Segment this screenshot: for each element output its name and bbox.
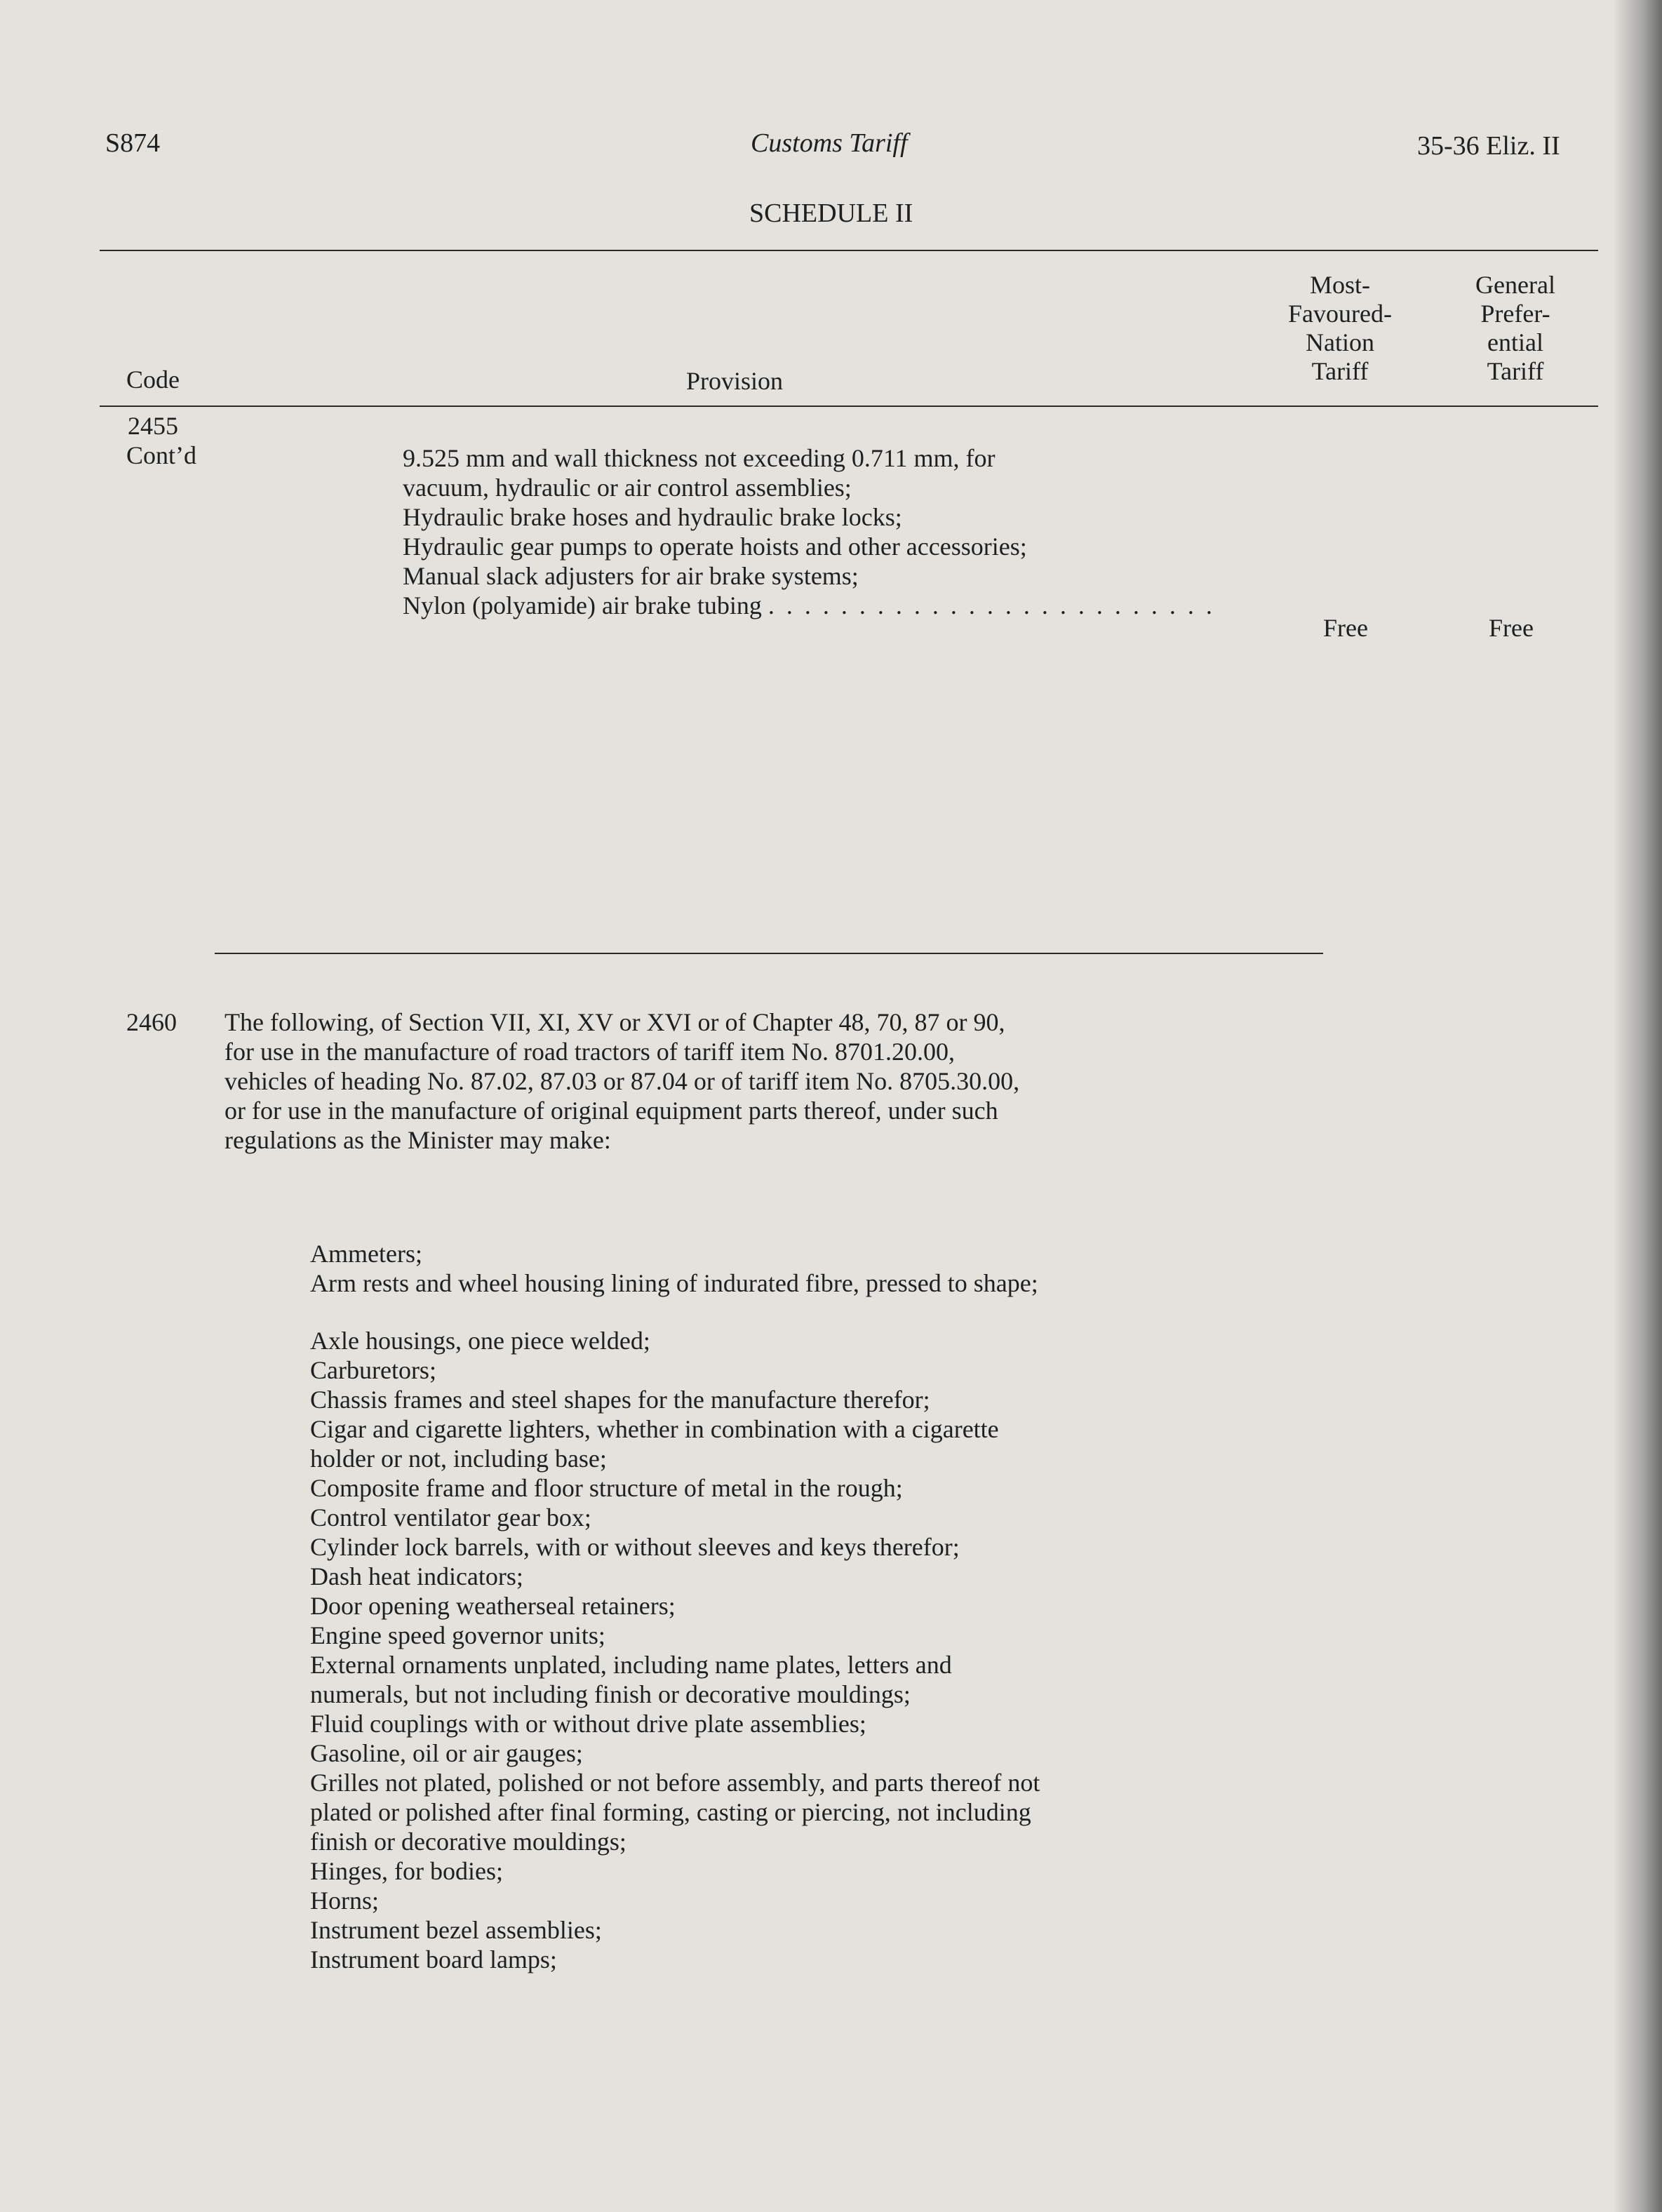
list-item: [310, 1562, 1292, 1591]
item-line: Control ventilator gear box;: [310, 1503, 591, 1531]
column-head-mfn: [1277, 271, 1403, 386]
spacer: [310, 1298, 1292, 1326]
intro-line: for use in the manufacture of road tractors of tariff item No. 8701.20.00,: [224, 1038, 956, 1066]
list-item: [310, 1768, 1292, 1856]
item-line: Arm rests and wheel housing lining of indurated fibre, pressed to shape;: [310, 1269, 1038, 1297]
item-line: Engine speed governor units;: [310, 1621, 605, 1649]
table-header-rule: [100, 405, 1598, 407]
list-item: [310, 1945, 1292, 1974]
item-line: Ammeters;: [310, 1240, 422, 1268]
list-item: [310, 1650, 1292, 1709]
item-line: Carburetors;: [310, 1356, 436, 1384]
provision-line: Hydraulic gear pumps to operate hoists and other accessories;: [403, 532, 1027, 561]
list-item: [310, 1709, 1292, 1738]
item-line: Instrument bezel assemblies;: [310, 1916, 602, 1944]
list-item: [310, 1414, 1292, 1473]
item-line: Gasoline, oil or air gauges;: [310, 1739, 583, 1767]
list-item: [310, 1326, 1292, 1355]
list-item: [310, 1915, 1292, 1945]
mfn-head-line: Favoured-: [1288, 300, 1392, 328]
tariff-code-2455: 2455: [128, 412, 178, 440]
mfn-head-line: Nation: [1306, 328, 1374, 356]
list-item: [310, 1385, 1292, 1414]
item-line: Door opening weatherseal retainers;: [310, 1592, 676, 1620]
intro-line: The following, of Section VII, XI, XV or XVI or of Chapter 48, 70, 87 or 90,: [224, 1008, 1005, 1036]
gpt-head-line: Prefer-: [1480, 300, 1550, 328]
mfn-head-line: Most-: [1309, 271, 1370, 299]
provision-2455: [403, 443, 1455, 620]
leader-dots: . . . . . . . . . . . . . . . . . . . . . . . . .: [768, 591, 1215, 619]
item-line: holder or not, including base;: [310, 1444, 607, 1473]
goods-list: [310, 1239, 1292, 1974]
item-line: numerals, but not including finish or decorative mouldings;: [310, 1680, 911, 1708]
provision-last-line: [403, 591, 1455, 620]
continued-label: Cont’d: [126, 441, 197, 469]
list-item: [310, 1503, 1292, 1532]
item-line: Horns;: [310, 1886, 379, 1915]
column-head-provision: Provision: [686, 367, 784, 395]
provision-line: vacuum, hydraulic or air control assemblies;: [403, 474, 852, 502]
tariff-code-2460: 2460: [126, 1008, 177, 1036]
item-line: plated or polished after final forming, casting or piercing, not including: [310, 1798, 1031, 1826]
item-line: Grilles not plated, polished or not before assembly, and parts thereof not: [310, 1769, 1040, 1797]
page-number: S874: [105, 128, 161, 158]
list-item: [310, 1239, 1292, 1268]
provision-line: Hydraulic brake hoses and hydraulic brake locks;: [403, 503, 902, 531]
mfn-rate-2455: Free: [1323, 614, 1368, 642]
list-item: [310, 1355, 1292, 1385]
column-head-code: Code: [126, 366, 180, 394]
item-line: Dash heat indicators;: [310, 1562, 523, 1590]
intro-line: or for use in the manufacture of original equipment parts thereof, under such: [224, 1097, 998, 1125]
mfn-head-line: Tariff: [1311, 357, 1369, 385]
provision-line: 9.525 mm and wall thickness not exceeding 0.711 mm, for: [403, 444, 996, 472]
list-item: [310, 1886, 1292, 1915]
item-line: Fluid couplings with or without drive plate assemblies;: [310, 1710, 866, 1738]
list-item: [310, 1473, 1292, 1503]
item-line: Hinges, for bodies;: [310, 1857, 503, 1885]
list-item: [310, 1268, 1292, 1298]
intro-line: regulations as the Minister may make:: [224, 1126, 611, 1154]
provision-last-text: Nylon (polyamide) air brake tubing: [403, 591, 762, 619]
list-item: [310, 1591, 1292, 1621]
regnal-year: 35-36 Eliz. II: [1417, 131, 1560, 161]
gpt-head-line: General: [1475, 271, 1555, 299]
list-item: [310, 1621, 1292, 1650]
gpt-head-line: ential: [1487, 328, 1543, 356]
provision-line: Manual slack adjusters for air brake systems;: [403, 562, 859, 590]
gpt-rate-2455: Free: [1489, 614, 1534, 642]
list-item: [310, 1532, 1292, 1562]
item-line: Cigar and cigarette lighters, whether in combination with a cigarette: [310, 1415, 999, 1443]
intro-line: vehicles of heading No. 87.02, 87.03 or 87.04 or of tariff item No. 8705.30.00,: [224, 1067, 1020, 1095]
schedule-title: SCHEDULE II: [749, 199, 913, 228]
item-line: Instrument board lamps;: [310, 1945, 557, 1973]
running-title: Customs Tariff: [751, 128, 908, 158]
provision-2460-intro: [224, 1007, 1019, 1155]
item-line: Cylinder lock barrels, with or without sleeves and keys therefor;: [310, 1533, 960, 1561]
entry-separator-rule: [215, 953, 1323, 954]
table-top-rule: [100, 250, 1598, 251]
page-edge-shadow: [1613, 0, 1662, 2212]
gpt-head-line: Tariff: [1487, 357, 1544, 385]
item-line: finish or decorative mouldings;: [310, 1828, 626, 1856]
item-line: External ornaments unplated, including name plates, letters and: [310, 1651, 952, 1679]
item-line: Chassis frames and steel shapes for the manufacture therefor;: [310, 1386, 930, 1414]
item-line: Axle housings, one piece welded;: [310, 1327, 650, 1355]
list-item: [310, 1856, 1292, 1886]
column-head-gpt: [1452, 271, 1579, 386]
item-line: Composite frame and floor structure of metal in the rough;: [310, 1474, 903, 1502]
list-item: [310, 1738, 1292, 1768]
